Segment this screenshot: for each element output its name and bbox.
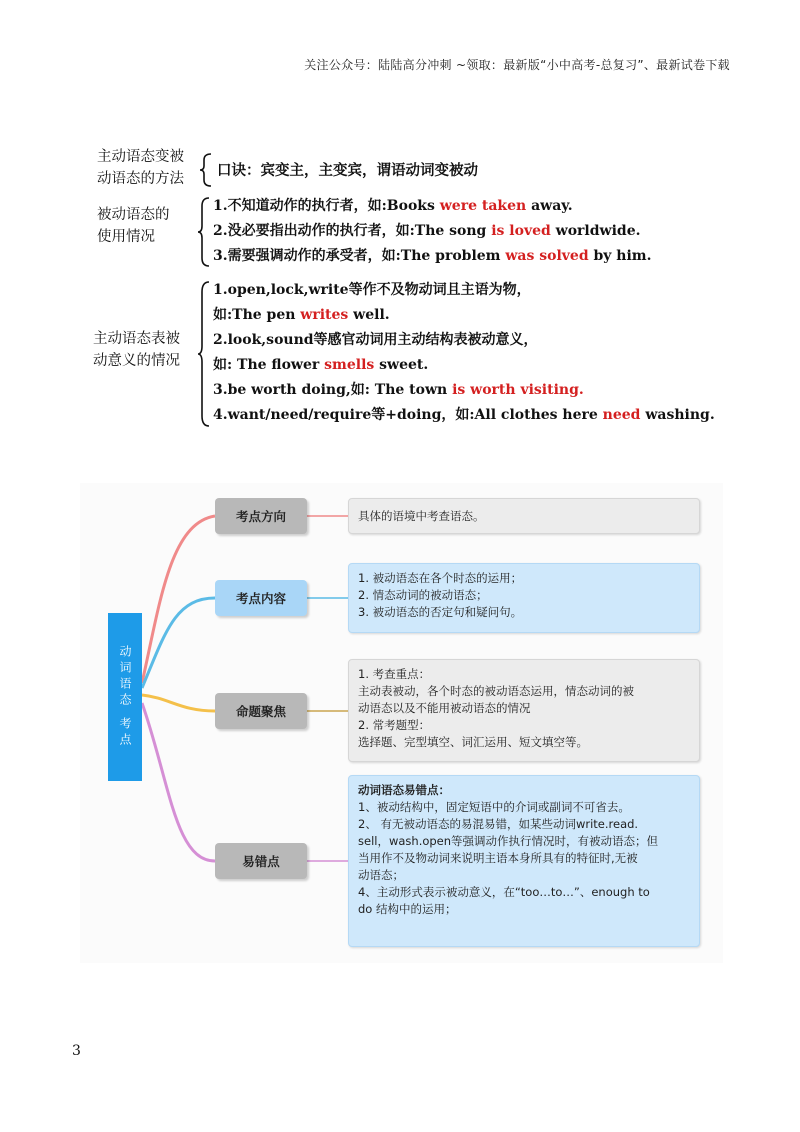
section3-item: 1.open,lock,write等作不及物动词且主语为物，	[213, 282, 531, 298]
brace-icon	[198, 152, 214, 188]
section2-item: 3.需要强调动作的承受者，如:The problem was solved by him.	[213, 248, 652, 264]
section1-label-line1: 主动语态变被	[97, 149, 184, 165]
section3-label-line2: 动意义的情况	[93, 353, 180, 369]
section3-item: 如:The pen writes well.	[213, 307, 390, 323]
section1-label	[97, 146, 184, 190]
section3-item: 3.be worth doing,如: The town is worth visiting.	[213, 382, 584, 398]
branch-box-direction: 具体的语境中考查语态。	[348, 498, 700, 534]
branch-box-errors: 动词语态易错点： 1、被动结构中，固定短语中的介词或副词不可省去。 2、 有无被动语态的易混易错，如某些动词write.read. sell，wash.open等强调动作执行情况时，有被动语态；但 当用作不及物动词来说明主语本身所具有的特征时,无被 动语态； 4、主动形式表示被动意义，在“too…to…”、enough to do 结构中的运用；	[348, 775, 700, 947]
section3-item: 2.look,sound等感官动词用主动结构表被动意义，	[213, 332, 538, 348]
branch-box-focus: 1. 考查重点： 主动表被动，各个时态的被动语态运用，情态动词的被 动语态以及不能用被动语态的情况 2. 常考题型： 选择题、完型填空、词汇运用、短文填空等。	[348, 659, 700, 762]
section1-content: 口诀：宾变主，主变宾，谓语动词变被动	[217, 163, 478, 179]
section3-item: 4.want/need/require等+doing，如:All clothes here need washing.	[213, 407, 715, 423]
brace-icon	[196, 280, 212, 428]
section2-label-line2: 使用情况	[97, 229, 155, 245]
branch-node-content: 考点内容	[215, 580, 307, 616]
section2-list	[213, 196, 651, 271]
section2-label	[97, 204, 170, 248]
page-header: 关注公众号：陆陆高分冲刺 ~领取：最新版“小中高考-总复习”、最新试卷下载	[304, 58, 730, 72]
mind-map-root: 动词语态 考点	[108, 613, 142, 781]
section2-item: 1.不知道动作的执行者，如:Books were taken away.	[213, 198, 573, 214]
branch-node-direction: 考点方向	[215, 498, 307, 534]
section3-list	[213, 280, 715, 430]
section3-item: 如: The flower smells sweet.	[213, 357, 429, 373]
mind-map	[80, 483, 723, 963]
section3-label-line1: 主动语态表被	[93, 331, 180, 347]
branch-box-content: 1. 被动语态在各个时态的运用； 2. 情态动词的被动语态； 3. 被动语态的否定句和疑问句。	[348, 563, 700, 633]
page-number: 3	[72, 1043, 81, 1059]
section2-item: 2.没必要指出动作的执行者，如:The song is loved worldwide.	[213, 223, 641, 239]
section3-label	[93, 328, 180, 372]
branch-node-focus: 命题聚焦	[215, 693, 307, 729]
brace-icon	[196, 196, 212, 268]
branch-node-errors: 易错点	[215, 843, 307, 879]
section2-label-line1: 被动语态的	[97, 207, 170, 223]
section1-label-line2: 动语态的方法	[97, 171, 184, 187]
